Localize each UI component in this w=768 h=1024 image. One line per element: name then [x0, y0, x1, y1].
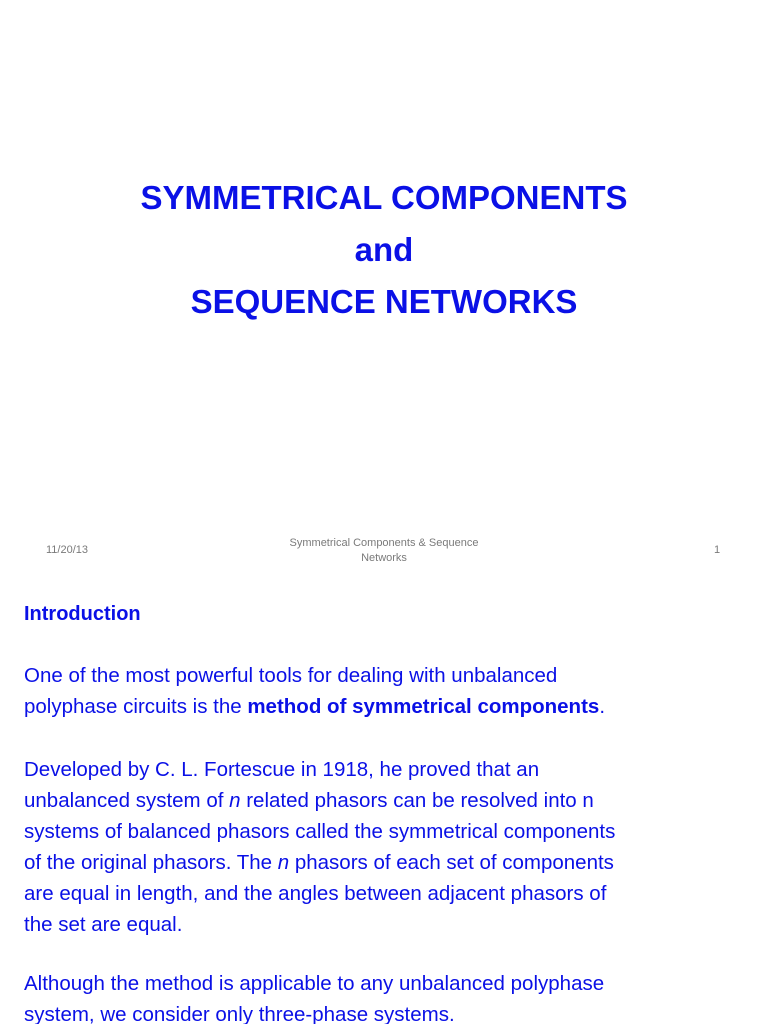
- paragraph-2: [24, 754, 744, 940]
- intro-heading: Introduction: [24, 603, 141, 625]
- p3-line-2: system, we consider only three-phase systems.: [24, 1003, 455, 1024]
- footer-title: [270, 536, 498, 566]
- intro-slide: [0, 590, 768, 1024]
- footer-date: 11/20/13: [46, 544, 89, 556]
- p1-bold-term: method of symmetrical components: [247, 695, 600, 718]
- p2-line-1: Developed by C. L. Fortescue in 1918, he proved that an: [24, 758, 540, 781]
- title-line-3: SEQUENCE NETWORKS: [190, 283, 578, 320]
- p2-line-2-end: related phasors can be resolved into n: [240, 789, 594, 812]
- p2-line-2: [24, 785, 744, 816]
- paragraph-1: [24, 660, 744, 722]
- p2-italic-n: n: [229, 789, 241, 812]
- title-line-1: SYMMETRICAL COMPONENTS: [140, 179, 628, 216]
- p1-line-2: [24, 691, 744, 722]
- p2-line-3: systems of balanced phasors called the symmetrical components: [24, 820, 616, 843]
- slide-footer: [0, 536, 768, 576]
- p2-line-4-text: of the original phasors. The: [24, 851, 278, 874]
- p2-line-2-text: unbalanced system of: [24, 789, 230, 812]
- footer-title-line-1: Symmetrical Components & Sequence: [289, 537, 479, 549]
- title-line-2: and: [354, 231, 414, 268]
- p2-line-4-end: phasors of each set of components: [289, 851, 614, 874]
- footer-title-line-2: Networks: [361, 552, 407, 564]
- p2-line-4: [24, 847, 744, 878]
- p3-line-1: Although the method is applicable to any unbalanced polyphase: [24, 972, 605, 995]
- p2-italic-n-2: n: [277, 851, 290, 874]
- p1-line-1: One of the most powerful tools for dealing with unbalanced: [24, 664, 558, 687]
- p2-line-5: are equal in length, and the angles between adjacent phasors of: [24, 882, 607, 905]
- p1-line-2-end: .: [599, 695, 606, 718]
- paragraph-3: [24, 968, 744, 1024]
- slide-title: [0, 172, 768, 328]
- p2-line-6: the set are equal.: [24, 913, 183, 936]
- p1-line-2-text: polyphase circuits is the: [24, 695, 248, 718]
- footer-page-number: 1: [714, 544, 721, 556]
